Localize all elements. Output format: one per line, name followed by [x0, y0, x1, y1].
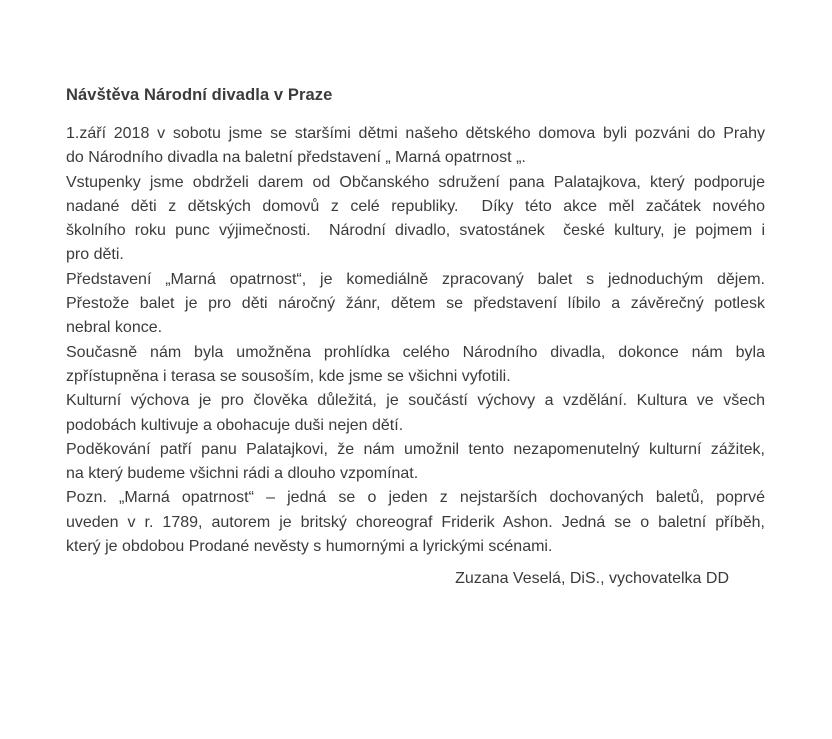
signature-line: Zuzana Veselá, DiS., vychovatelka DD: [455, 570, 729, 588]
text-line: na který budeme všichni rádi a dlouho vzpomínat.: [66, 465, 419, 483]
text-line: pro děti.: [66, 246, 124, 264]
text-line: nadané děti z dětských domovů z celé republiky. Díky této akce měl začátek nového: [66, 197, 765, 215]
text-line: Kulturní výchova je pro člověka důležitá, je součástí výchovy a vzdělání. Kultura ve všech: [66, 392, 765, 410]
text-line: školního roku punc výjimečnosti. Národní divadlo, svatostánek české kultury, je pojmem i: [66, 222, 765, 240]
text-line: Současně nám byla umožněna prohlídka celého Národního divadla, dokonce nám byla: [66, 343, 765, 361]
text-line: Přestože balet je pro děti náročný žánr, dětem se představení líbilo a závěrečný potlesk: [66, 295, 765, 313]
text-line: uveden v r. 1789, autorem je britský choreograf Friderik Ashon. Jedná se o baletní příběh,: [66, 513, 765, 531]
text-line: podobách kultivuje a obohacuje duši nejen dětí.: [66, 416, 404, 434]
text-line: zpřístupněna i terasa se sousoším, kde jsme se všichni vyfotili.: [66, 367, 511, 385]
document-content: [66, 83, 765, 592]
text-line: 1.září 2018 v sobotu jsme se staršími dětmi našeho dětského domova byli pozváni do Prahy: [66, 125, 765, 142]
text-line: do Národního divadla na baletní představení „ Marná opatrnost „.: [66, 149, 526, 167]
text-line: který je obdobou Prodané nevěsty s humornými a lyrickými scénami.: [66, 538, 553, 556]
text-line: Poděkování patří panu Palatajkovi, že nám umožnil tento nezapomenutelný kulturní zážitek,: [66, 440, 765, 458]
text-line: nebral konce.: [66, 319, 163, 337]
document-title: Návštěva Národní divadla v Praze: [66, 86, 333, 104]
document-body: [66, 122, 765, 559]
text-line: Pozn. „Marná opatrnost“ – jedná se o jeden z nejstarších dochovaných baletů, poprvé: [66, 489, 765, 507]
text-line: Představení „Marná opatrnost“, je komediálně zpracovaný balet s jednoduchým dějem.: [66, 270, 765, 288]
text-line: Vstupenky jsme obdrželi darem od Občanského sdružení pana Palatajkova, který podporuje: [66, 173, 765, 191]
